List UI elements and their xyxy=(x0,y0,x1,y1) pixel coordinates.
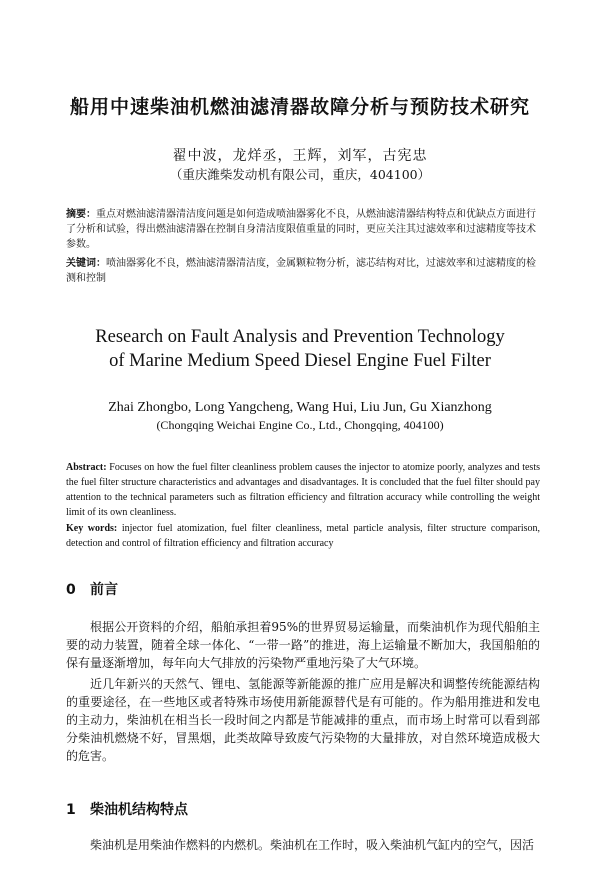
chinese-keywords-text: 喷油器雾化不良，燃油滤清器清洁度，金属颗粒物分析，滤芯结构对比，过滤效率和过滤精度的检测和控制 xyxy=(66,258,536,284)
english-keywords-label: Key words: xyxy=(66,523,118,534)
english-authors: Zhai Zhongbo, Long Yangcheng, Wang Hui, Liu Jun, Gu Xianzhong xyxy=(108,400,492,415)
section-number: 1 xyxy=(66,802,76,818)
chinese-authors: 翟中波，龙烊丞，王辉，刘军，古宪忠 xyxy=(172,148,428,164)
english-abstract-label: Abstract: xyxy=(66,462,107,473)
english-abstract xyxy=(66,460,540,520)
english-keywords xyxy=(66,521,540,551)
section-heading-intro xyxy=(66,579,118,599)
section-title: 柴油机结构特点 xyxy=(90,802,188,818)
chinese-affiliation: （重庆潍柴发动机有限公司，重庆，404100） xyxy=(169,167,431,182)
paragraph: 柴油机是用柴油作燃料的内燃机。柴油机在工作时，吸入柴油机气缸内的空气，因活 xyxy=(90,838,535,852)
chinese-title: 船用中速柴油机燃油滤清器故障分析与预防技术研究 xyxy=(69,96,530,118)
english-affiliation: (Chongqing Weichai Engine Co., Ltd., Chongqing, 404100) xyxy=(156,418,444,432)
chinese-abstract-text: 重点对燃油滤清器清洁度问题是如何造成喷油器雾化不良，从燃油滤清器结构特点和优缺点方面进行了分析和试验，得出燃油滤清器在控制自身清洁度限值重量的同时，更应关注其过滤效率和过滤精度等技术参数。 xyxy=(66,209,536,250)
chinese-keywords-label: 关键词： xyxy=(66,258,106,269)
paragraph: 根据公开资料的介绍，船舶承担着95%的世界贸易运输量，而柴油机作为现代船舶主要的动力装置，随着全球一体化、“一带一路”的推进，海上运输量不断加大，我国船舶的保有量逐渐增加，每年向大气排放的污染物严重地污染了大气环境。 xyxy=(66,620,540,670)
section-number: 0 xyxy=(66,582,76,598)
english-keywords-text: injector fuel atomization, fuel filter cleanliness, metal particle analysis, filter structure comparison, detection and control of filtration efficiency and filtration accuracy xyxy=(66,523,540,549)
paragraph: 近几年新兴的天然气、锂电、氢能源等新能源的推广应用是解决和调整传统能源结构的重要途径，在一些地区或者特殊市场使用新能源替代是有可能的。作为船用推进和发电的主动力，柴油机在相当长一段时间之内都是节能减排的重点，而市场上时常可以看到部分柴油机燃烧不好，冒黑烟，此类故障导致废气污染物的大量排放，对自然环境造成极大的危害。 xyxy=(66,677,540,763)
chinese-abstract-label: 摘要： xyxy=(66,209,96,220)
english-abstract-text: Focuses on how the fuel filter cleanliness problem causes the injector to atomize poorly, analyzes and tests the fuel filter structure characteristics and advantages and disadvantages. It is concluded that the fuel filter should pay attention to the technical parameters such as filtration efficiency and filtration accuracy while controlling the weight limit of its own cleanliness. xyxy=(66,462,540,518)
chinese-abstract xyxy=(66,207,540,252)
section-heading-diesel-structure xyxy=(66,799,188,819)
section-title: 前言 xyxy=(90,582,118,598)
english-title-line-2: of Marine Medium Speed Diesel Engine Fuel Filter xyxy=(109,351,491,371)
chinese-keywords xyxy=(66,256,540,286)
english-title-line-1: Research on Fault Analysis and Prevention Technology xyxy=(95,327,505,347)
